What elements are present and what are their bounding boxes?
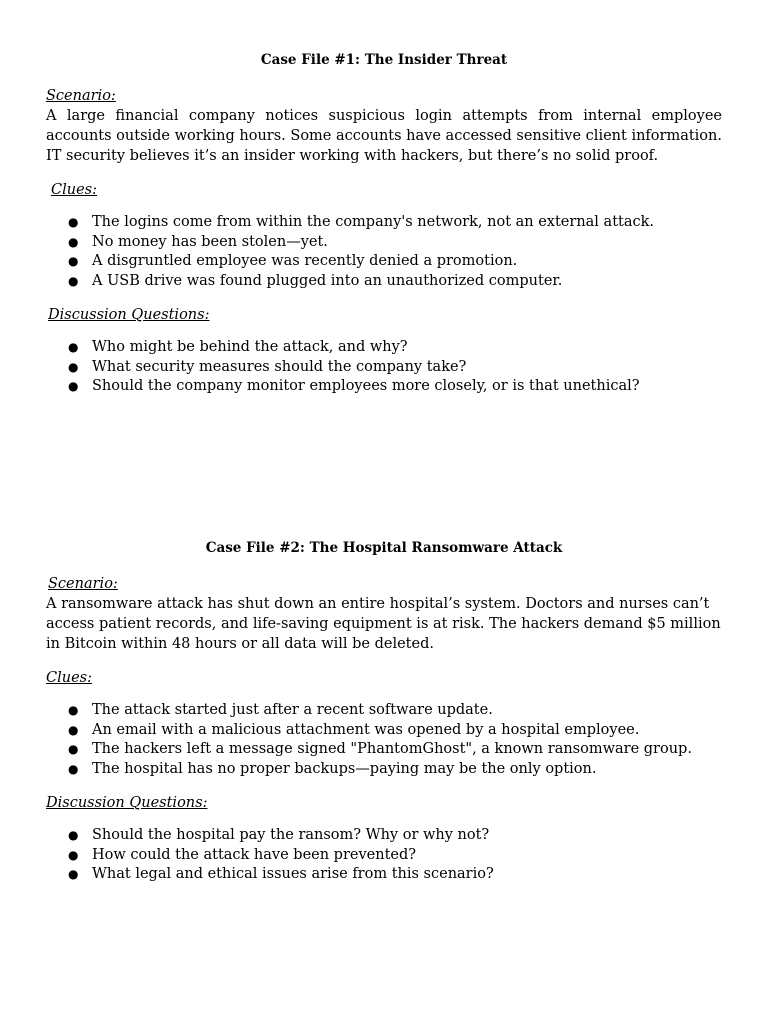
case-2-scenario-text: A ransomware attack has shut down an entire hospital’s system. Doctors and nurses can’t access patient records, and life-saving equipment is at risk. The hackers demand $5 million in Bitcoin within 48 hours or all data will be deleted. xyxy=(46,596,721,652)
bullet-icon: ● xyxy=(68,359,79,374)
case-1-clues-list xyxy=(46,213,722,291)
case-file-2-title: Case File #2: The Hospital Ransomware Attack xyxy=(205,540,563,556)
bullet-icon: ● xyxy=(68,703,79,717)
list-item: ● A disgruntled employee was recently denied a promotion. xyxy=(68,252,722,272)
case-2-questions-label: Discussion Questions: xyxy=(46,795,208,811)
case-2-clues-list xyxy=(46,701,722,779)
case-2-scenario-label: Scenario: xyxy=(48,576,118,592)
case-file-2 xyxy=(46,538,722,885)
bullet-icon: ● xyxy=(68,254,79,268)
case-1-questions-label: Discussion Questions: xyxy=(48,307,210,323)
list-item: ● An email with a malicious attachment was opened by a hospital employee. xyxy=(68,721,722,741)
bullet-icon: ● xyxy=(68,742,79,756)
case-file-1 xyxy=(46,50,722,397)
bullet-icon: ● xyxy=(68,761,79,776)
list-item: ● The hackers left a message signed "PhantomGhost", a known ransomware group. xyxy=(68,740,722,760)
list-item: ● Who might be behind the attack, and why? xyxy=(68,338,722,358)
list-item: ● The attack started just after a recent software update. xyxy=(68,701,722,721)
bullet-icon: ● xyxy=(68,273,79,288)
list-item: ● What security measures should the company take? xyxy=(68,358,722,378)
list-item: ● The logins come from within the company's network, not an external attack. xyxy=(68,213,722,233)
case-1-scenario-label: Scenario: xyxy=(46,88,116,104)
list-item: ● No money has been stolen—yet. xyxy=(68,233,722,253)
bullet-icon: ● xyxy=(68,867,79,881)
case-1-clues-label: Clues: xyxy=(51,182,97,198)
list-item: ● A USB drive was found plugged into an unauthorized computer. xyxy=(68,272,722,292)
bullet-icon: ● xyxy=(68,722,79,737)
bullet-icon: ● xyxy=(68,234,79,249)
case-1-scenario-text: A large financial company notices suspicious login attempts from internal employee accounts outside working hours. Some accounts have accessed sensitive client information. IT security believes it’s an insider working with hackers, but there’s no solid proof. xyxy=(46,108,722,164)
list-item: ● How could the attack have been prevented? xyxy=(68,846,722,866)
case-file-1-title: Case File #1: The Insider Threat xyxy=(260,52,508,68)
bullet-icon: ● xyxy=(68,847,79,862)
case-1-questions-list xyxy=(46,338,722,397)
bullet-icon: ● xyxy=(68,215,79,229)
list-item: ● What legal and ethical issues arise from this scenario? xyxy=(68,865,722,885)
case-2-questions-list xyxy=(46,826,722,885)
bullet-icon: ● xyxy=(68,340,79,354)
bullet-icon: ● xyxy=(68,828,79,842)
list-item: ● Should the company monitor employees more closely, or is that unethical? xyxy=(68,377,722,397)
bullet-icon: ● xyxy=(68,379,79,393)
list-item: ● Should the hospital pay the ransom? Why or why not? xyxy=(68,826,722,846)
case-2-clues-label: Clues: xyxy=(46,670,92,686)
list-item: ● The hospital has no proper backups—paying may be the only option. xyxy=(68,760,722,780)
